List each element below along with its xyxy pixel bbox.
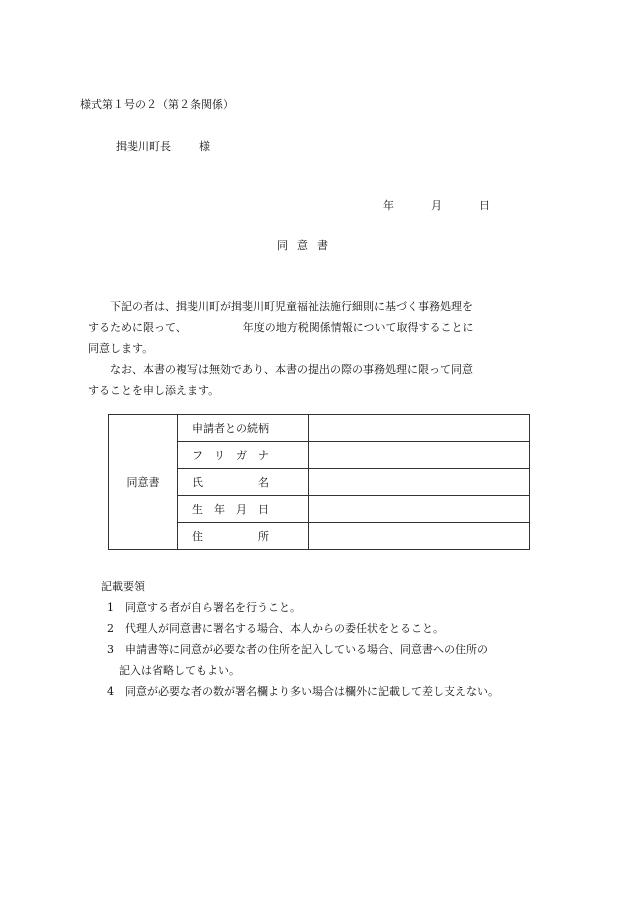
row-label-birthdate: 生 年 月 日 [178,496,309,523]
row-value-relationship[interactable] [309,415,530,442]
consent-table [108,414,530,550]
date-year: 年 [383,199,394,212]
row-label-name: 氏 名 [178,469,309,496]
instruction-item: 1 同意する者が自ら署名を行うこと。 [107,601,301,614]
row-value-name[interactable] [309,469,530,496]
body-line [88,317,474,338]
row-label-address: 住 所 [178,523,309,550]
date-month: 月 [431,199,442,212]
table-row [109,415,530,442]
instruction-item: 4 同意が必要な者の数が署名欄より多い場合は欄外に記載して差し支えない。 [107,685,499,698]
date-line [383,197,490,213]
row-value-birthdate[interactable] [309,496,530,523]
row-label-furigana: フ リ ガ ナ [178,442,309,469]
instructions-heading: 記載要領 [101,580,145,593]
instructions [101,576,499,702]
row-label-relationship: 申請者との続柄 [178,415,309,442]
addressee-name: 揖斐川町長 [116,140,171,153]
form-number: 様式第１号の２（第２条関係） [80,98,234,111]
instruction-item: 3 申請書等に同意が必要な者の住所を記入している場合、同意書への住所の [107,643,488,656]
instruction-item-continuation: 記入は省略してもよい。 [119,664,240,677]
row-value-address[interactable] [309,523,530,550]
document-title: 同意書 [277,239,337,252]
body-line-part: 年度の地方税関係情報について取得することに [242,321,474,334]
body-line: なお、本書の複写は無効であり、本書の提出の際の事務処理に限って同意 [110,363,473,376]
body-line: 下記の者は、揖斐川町が揖斐川町児童福祉法施行細則に基づく事務処理を [110,300,473,313]
body-line-part: するために限って、 [88,321,187,334]
body-line: 同意します。 [88,342,154,355]
consent-body [88,296,474,401]
addressee [116,138,210,154]
body-line: することを申し添えます。 [88,384,220,397]
table-group-label: 同意書 [109,415,178,550]
row-value-furigana[interactable] [309,442,530,469]
date-day: 日 [479,199,490,212]
instruction-item: 2 代理人が同意書に署名する場合、本人からの委任状をとること。 [107,622,444,635]
addressee-honorific: 様 [199,140,210,153]
